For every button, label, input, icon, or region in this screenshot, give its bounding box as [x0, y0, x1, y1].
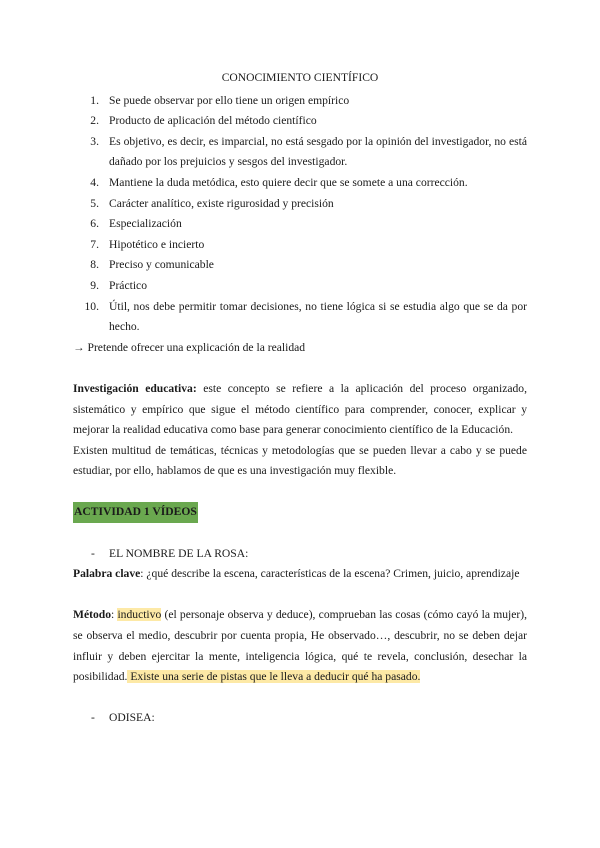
list-item-text: Preciso y comunicable: [109, 258, 214, 272]
list-item: [73, 194, 527, 215]
video-item-1: [73, 544, 527, 565]
list-item-number: 8.: [90, 258, 99, 272]
metodo-highlight-1: inductivo: [117, 608, 162, 622]
list-item: [73, 297, 527, 338]
list-item: [73, 111, 527, 132]
list-item-text: Hipotético e incierto: [109, 237, 205, 251]
list-item: [73, 214, 527, 235]
metodo-colon: :: [111, 608, 118, 622]
list-item: [73, 276, 527, 297]
palabra-clave-paragraph: [73, 564, 527, 585]
dash-bullet: -: [91, 711, 95, 725]
list-item-number: 10.: [84, 299, 99, 313]
palabra-clave-text: : ¿qué describe la escena, características de la escena? Crimen, juicio, aprendizaje: [140, 567, 520, 581]
palabra-clave-term: Palabra clave: [73, 567, 141, 581]
list-item-text: Carácter analítico, existe rigurosidad y precisión: [109, 196, 334, 210]
dash-bullet: -: [91, 546, 95, 560]
characteristics-list: [73, 91, 527, 338]
list-item-text: Se puede observar por ello tiene un origen empírico: [109, 93, 350, 107]
list-item-text: Mantiene la duda metódica, esto quiere decir que se somete a una corrección.: [109, 175, 468, 189]
list-item: [73, 255, 527, 276]
arrow-note: → Pretende ofrecer una explicación de la realidad: [73, 340, 306, 354]
activity-heading: ACTIVIDAD 1 VÍDEOS: [73, 502, 198, 523]
list-item-number: 7.: [90, 237, 99, 251]
list-item: [73, 91, 527, 112]
list-item: [73, 235, 527, 256]
list-item-text: Producto de aplicación del método científico: [109, 114, 317, 128]
document-title: CONOCIMIENTO CIENTÍFICO: [221, 71, 379, 84]
metodo-text: (el personaje observa y deduce), comprueban las cosas (cómo cayó la mujer), se observa el medio, descubrir por cuenta propia, He observado…, descubrir, no se deben dejar influir y deben ejercitar la mente, inteligencia lógica, qué te revela, conclusión, desechar la posibilidad.: [73, 608, 527, 684]
video-item-label: ODISEA:: [109, 711, 155, 725]
investigacion-paragraph: [73, 379, 527, 441]
list-item-text: Especialización: [109, 217, 182, 231]
investigacion-term: Investigación educativa:: [73, 381, 197, 395]
video-item-label: EL NOMBRE DE LA ROSA:: [109, 546, 249, 560]
list-item-number: 1.: [90, 93, 99, 107]
metodo-term: Método: [73, 608, 111, 622]
investigacion-text: este concepto se refiere a la aplicación del proceso organizado, sistemático y empírico que sigue el método científico para comprender, conocer, explicar y mejorar la realidad educativa como base para generar conocimiento científico de la Educación.: [73, 381, 527, 437]
list-item-number: 9.: [90, 278, 99, 292]
metodo-highlight-2: Existe una serie de pistas que le lleva a deducir qué ha pasado.: [127, 670, 421, 684]
list-item-text: Práctico: [109, 278, 147, 292]
list-item: [73, 173, 527, 194]
list-item: [73, 132, 527, 173]
list-item-number: 2.: [90, 114, 99, 128]
list-item-text: Es objetivo, es decir, es imparcial, no está sesgado por la opinión del investigador, no está dañado por los prejuicios y sesgos del investigador.: [109, 134, 527, 169]
metodo-paragraph: [73, 605, 527, 687]
list-item-number: 5.: [90, 196, 99, 210]
list-item-number: 6.: [90, 217, 99, 231]
list-item-number: 3.: [90, 134, 99, 148]
list-item-text: Útil, nos debe permitir tomar decisiones, no tiene lógica si se estudia algo que se da por hecho.: [109, 299, 527, 334]
investigacion-paragraph-2: Existen multitud de temáticas, técnicas y metodologías que se pueden llevar a cabo y se puede estudiar, por ello, hablamos de que es una investigación muy flexible.: [73, 443, 527, 478]
video-item-2: [73, 708, 527, 729]
list-item-number: 4.: [90, 175, 99, 189]
